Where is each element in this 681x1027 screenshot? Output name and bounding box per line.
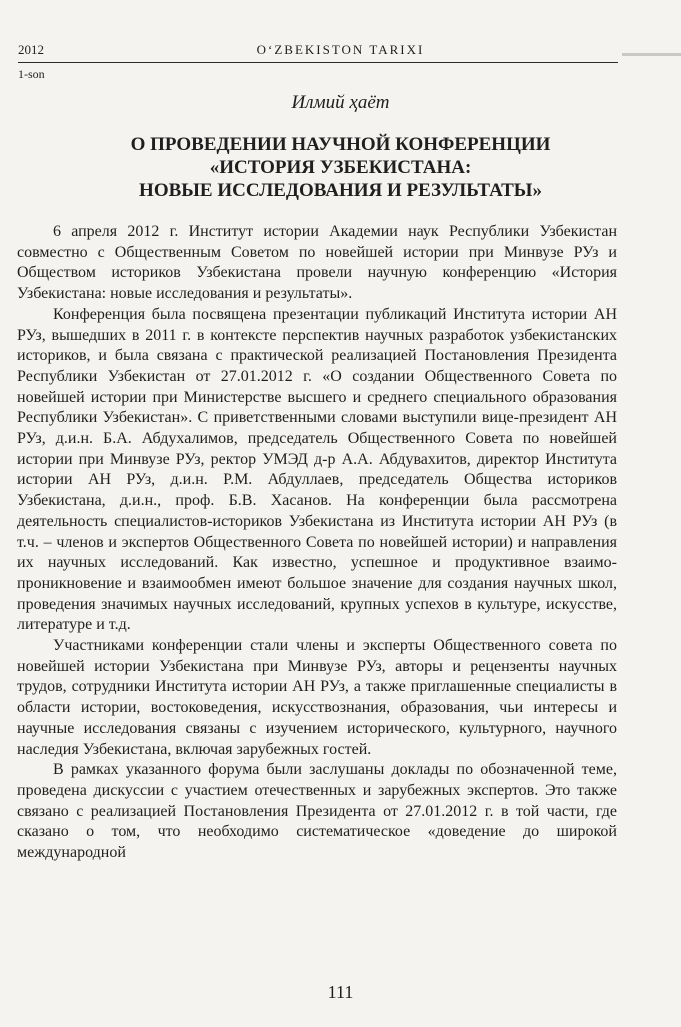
paragraph-2: Конференция была посвящена презентации публикаций Института истории АН РУз, вышедших в 2011 г. в контексте перспектив научных разработок узбекистанских историков, и была связана с практической реализацией Постановления Президента Республики Узбекистан от 27.01.2012 г. «О создании Общественного Совета по новейшей истории при Министерстве высшего и среднего специального образования Республики Узбекистан». С приветственными словами выступили вице-президент АН РУз, д.и.н. Б.А. Абдухалимов, председатель Общественного Совета по новейшей истории при Минвузе РУз, ректор УМЭД д-р А.А. Абдувахитов, директор Института истории АН РУз, д.и.н. Р.М. Абдуллаев, председатель Общества историков Узбекистана, д.и.н., проф. Б.В. Хасанов. На конференции была рассмотрена деятельность специалистов-историков Узбекистана из Института истории АН РУз (в т.ч. – членов и экспертов Общественного Совета по новейшей истории) и направления их научных исследований. Как известно, успешное и продуктивное взаимопроникновение и взаимообмен имеют большое значение для создания научных школ, проведения значимых научных исследований, крупных успехов в культуре, искусстве, литературе и т.д. (17, 305, 617, 634)
section-heading: Илмий ҳаёт (291, 92, 390, 113)
article-title-line-3: НОВЫЕ ИССЛЕДОВАНИЯ И РЕЗУЛЬТАТЫ» (139, 180, 542, 201)
header-year: 2012 (18, 42, 44, 57)
article-title-line-2: «ИСТОРИЯ УЗБЕКИСТАНА: (209, 157, 472, 178)
paragraph-1: 6 апреля 2012 г. Институт истории Академии наук Республики Узбекистан совместно с Общественным Советом по новейшей истории при Минвузе РУз и Обществом историков Узбекистана провели научную конференцию «История Узбекистана: новые исследования и результаты». (17, 223, 617, 303)
journal-name: O‘ZBEKISTON TARIXI (256, 42, 425, 57)
page-number: 111 (327, 982, 354, 1002)
header-rule (18, 62, 618, 63)
bleed-through-mark (622, 53, 681, 56)
paragraph-3: Участниками конференции стали члены и эксперты Общественного совета по новейшей истории Узбекистана при Минвузе РУз, авторы и рецензенты научных трудов, сотрудники Института истории АН РУз, а также приглашенные специалисты в области истории, востоковедения, искусствознания, образования, чьи интересы и научные исследования связаны с изучением исторического, культурного, научного наследия Узбекистана, включая зарубежных гостей. (17, 637, 617, 758)
article-body (17, 222, 617, 864)
header-issue: 1-son (18, 67, 45, 81)
paragraph-4: В рамках указанного форума были заслушаны доклады по обозначенной теме, проведена дискуссии с участием отечественных и зарубежных экспертов. Это также связано с реализацией Постановления Президента от 27.01.2012 г. в той части, где сказано о том, что необходимо систематическое «доведение до широкой международной (17, 761, 617, 862)
article-title-line-1: О ПРОВЕДЕНИИ НАУЧНОЙ КОНФЕРЕНЦИИ (130, 134, 551, 155)
